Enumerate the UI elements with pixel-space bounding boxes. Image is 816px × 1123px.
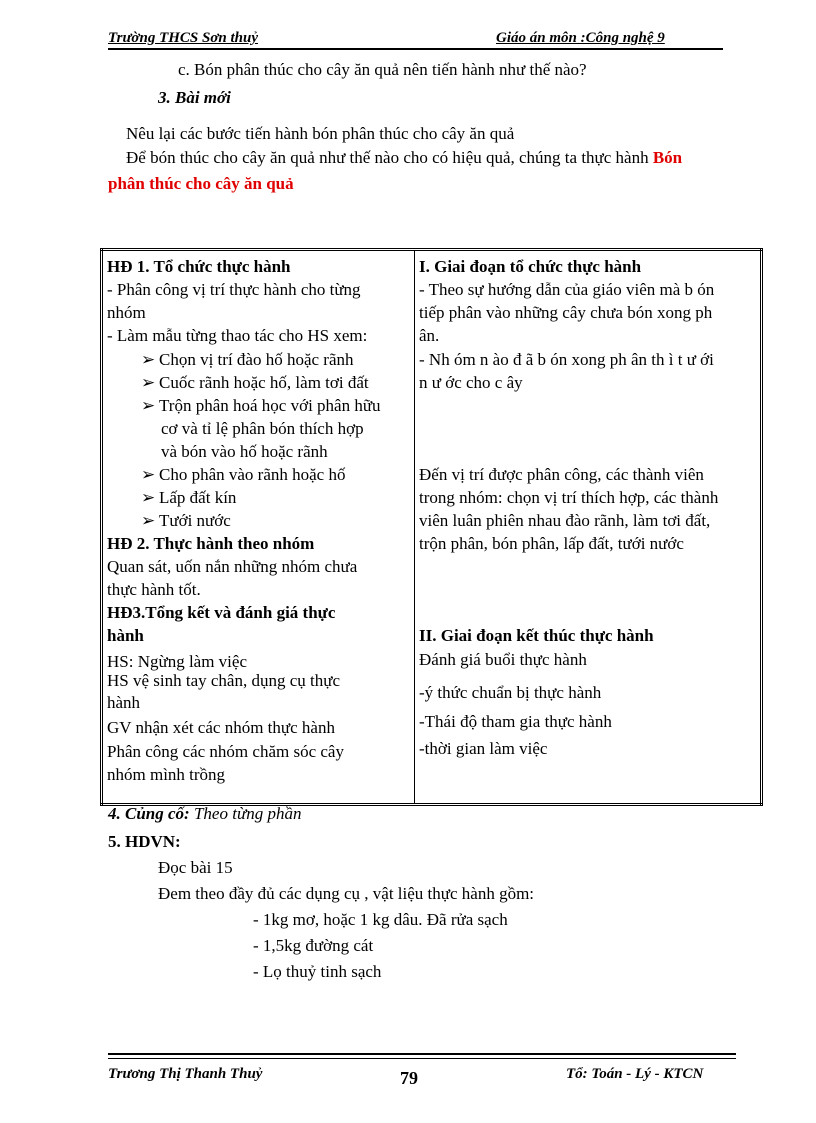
- question-c: c. Bón phân thúc cho cây ăn quả nên tiến hành như thế nào?: [178, 60, 587, 79]
- step-item: ➢ Trộn phân hoá học với phân hữu: [141, 396, 381, 415]
- g1-line-1: - Theo sự hướng dẫn của giáo viên mà b ón: [419, 280, 715, 299]
- arrow-bullet-icon: ➢: [141, 373, 156, 392]
- arrow-bullet-icon: ➢: [141, 350, 156, 369]
- header-rule: [108, 48, 723, 50]
- hd3-line-1: HS: Ngừng làm việc: [107, 652, 248, 671]
- g2-line-3: -Thái độ tham gia thực hành: [419, 712, 612, 731]
- footer-department: Tổ: Toán - Lý - KTCN: [566, 1066, 704, 1082]
- step-item: ➢ Cuốc rãnh hoặc hố, làm tơi đất: [141, 373, 369, 392]
- header-school: Trường THCS Sơn thuỷ: [108, 30, 258, 46]
- g1-line-2: tiếp phân vào những cây chưa bón xong ph: [419, 303, 713, 322]
- hd3-line-2: HS vệ sinh tay chân, dụng cụ thực: [107, 671, 341, 690]
- hd1-line-3: - Làm mẫu từng thao tác cho HS xem:: [107, 326, 368, 345]
- footer-rule-bottom: [108, 1058, 736, 1059]
- hd3-title: HĐ3.Tổng kết và đánh giá thực: [107, 603, 336, 622]
- arrow-bullet-icon: ➢: [141, 488, 156, 507]
- hd1-line-1: - Phân công vị trí thực hành cho từng: [107, 280, 361, 299]
- hd1-line-2: nhóm: [107, 303, 146, 322]
- g1-line-3: ân.: [419, 326, 440, 345]
- hd3-line-6: nhóm mình trồng: [107, 765, 226, 784]
- hd3-line-4: GV nhận xét các nhóm thực hành: [107, 718, 335, 737]
- hd2-title: HĐ 2. Thực hành theo nhóm: [107, 534, 315, 553]
- student-column: [415, 250, 762, 805]
- step-item: ➢ Chọn vị trí đào hố hoặc rãnh: [141, 350, 354, 369]
- step-item-cont: cơ và tỉ lệ phân bón thích hợp: [161, 419, 364, 438]
- g1-line-4: - Nh óm n ào đ ã b ón xong ph ân th ì t ư ới: [419, 350, 714, 369]
- hd2-line-1: Quan sát, uốn nắn những nhóm chưa: [107, 557, 358, 576]
- intro-line-2: [126, 146, 682, 169]
- arrow-bullet-icon: ➢: [141, 396, 156, 415]
- intro-line-3: phân thúc cho cây ăn quả: [108, 174, 294, 193]
- arrow-bullet-icon: ➢: [141, 465, 156, 484]
- section-5-title: 5. HDVN:: [108, 832, 181, 851]
- intro-line-2-highlight: Bón: [652, 148, 683, 167]
- g2-line-1: Đánh giá buổi thực hành: [419, 650, 587, 669]
- g1-line-9: trộn phân, bón phân, lấp đất, tưới nước: [419, 534, 684, 553]
- footer-author: Trương Thị Thanh Thuỷ: [108, 1066, 263, 1082]
- section-4-label: 4. Củng cố:: [108, 804, 190, 823]
- page-number: 79: [400, 1068, 418, 1088]
- homework-line-2: Đem theo đầy đủ các dụng cụ , vật liệu thực hành gồm:: [158, 884, 535, 903]
- g2-line-4: -thời gian làm việc: [419, 739, 548, 758]
- section-4: [108, 802, 301, 825]
- arrow-bullet-icon: ➢: [141, 511, 156, 530]
- step-item: ➢ Cho phân vào rãnh hoặc hố: [141, 465, 346, 484]
- g1-line-6: Đến vị trí được phân công, các thành viên: [419, 465, 704, 484]
- material-item: - Lọ thuỷ tinh sạch: [253, 962, 382, 981]
- g1-line-8: viên luân phiên nhau đào rãnh, làm tơi đất,: [419, 511, 711, 530]
- hd1-title: HĐ 1. Tổ chức thực hành: [107, 257, 291, 276]
- g1-line-5: n ư ớc cho c ây: [419, 373, 523, 392]
- teacher-column: [102, 250, 415, 805]
- material-item: - 1kg mơ, hoặc 1 kg dâu. Đã rửa sạch: [253, 910, 508, 929]
- section-4-text: Theo từng phần: [193, 804, 302, 823]
- homework-line-1: Đọc bài 15: [158, 858, 233, 877]
- step-item: ➢ Lấp đất kín: [141, 488, 237, 507]
- intro-line-1: Nêu lại các bước tiến hành bón phân thúc cho cây ăn quả: [126, 124, 515, 143]
- g1-title: I. Giai đoạn tổ chức thực hành: [419, 257, 642, 276]
- section-3-title: 3. Bài mới: [158, 88, 231, 107]
- g2-line-2: -ý thức chuẩn bị thực hành: [419, 683, 602, 702]
- hd2-line-2: thực hành tốt.: [107, 580, 201, 599]
- hd3-line-5: Phân công các nhóm chăm sóc cây: [107, 742, 344, 761]
- intro-line-2-text: Để bón thúc cho cây ăn quả như thế nào cho có hiệu quả, chúng ta thực hành: [126, 148, 649, 167]
- hd3-title-cont: hành: [107, 626, 144, 645]
- material-item: - 1,5kg đường cát: [253, 936, 374, 955]
- footer-rule-top: [108, 1053, 736, 1055]
- hd3-line-3: hành: [107, 693, 141, 712]
- g1-line-7: trong nhóm: chọn vị trí thích hợp, các thành: [419, 488, 719, 507]
- step-item: ➢ Tưới nước: [141, 511, 231, 530]
- g2-title: II. Giai đoạn kết thúc thực hành: [419, 626, 654, 645]
- header-subject: Giáo án môn :Công nghệ 9: [496, 30, 665, 46]
- lesson-table: [100, 248, 763, 806]
- step-item-cont: và bón vào hố hoặc rãnh: [161, 442, 328, 461]
